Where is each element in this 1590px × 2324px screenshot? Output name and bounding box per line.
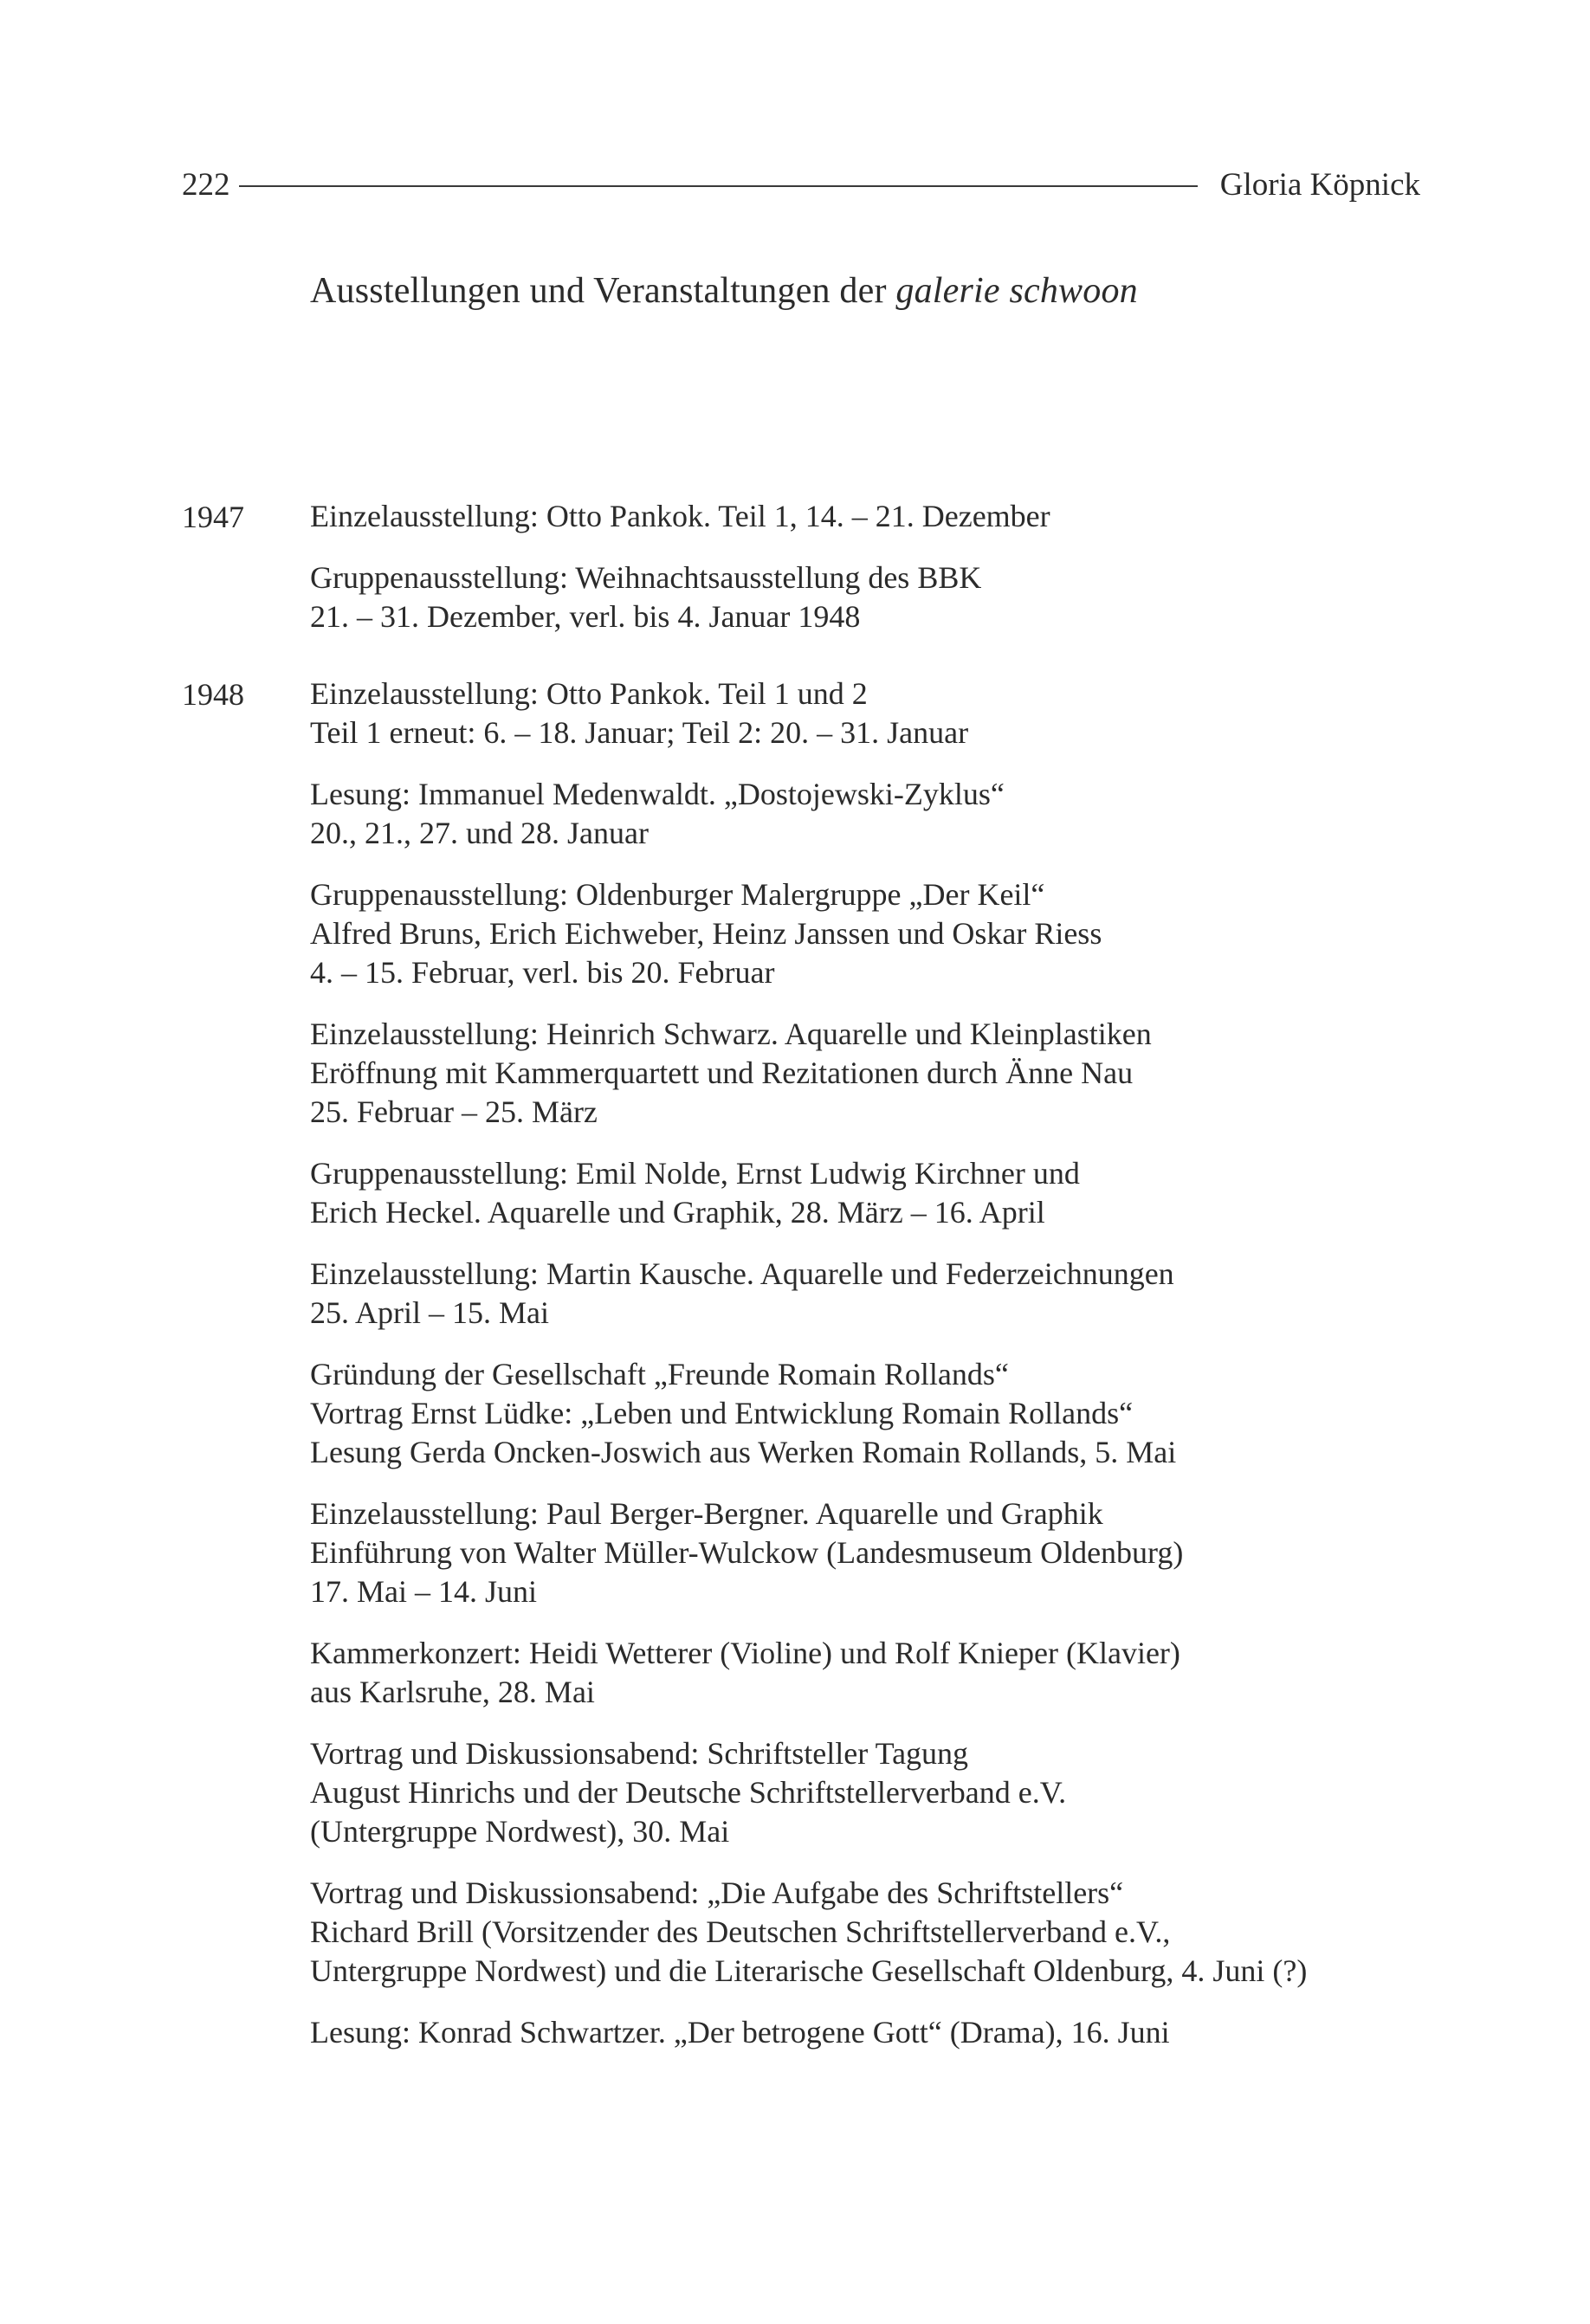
event-line: Lesung: Konrad Schwartzer. „Der betrogene Gott“ (Drama), 16. Juni bbox=[310, 2015, 1170, 2050]
year-entries bbox=[310, 497, 1438, 636]
year-block bbox=[182, 497, 1438, 636]
event-line: Richard Brill (Vorsitzender des Deutschen Schriftstellerverband e.V., bbox=[310, 1914, 1171, 1949]
event-line: August Hinrichs und der Deutsche Schriftstellerverband e.V. bbox=[310, 1775, 1067, 1810]
chronology-list bbox=[182, 497, 1438, 2090]
event-line: Vortrag und Diskussionsabend: Schriftsteller Tagung bbox=[310, 1736, 969, 1771]
event-entry bbox=[310, 875, 1438, 992]
event-line: Vortrag und Diskussionsabend: „Die Aufgabe des Schriftstellers“ bbox=[310, 1875, 1124, 1910]
running-header bbox=[182, 163, 1420, 206]
event-line: Alfred Bruns, Erich Eichweber, Heinz Janssen und Oskar Riess bbox=[310, 916, 1102, 951]
event-line: Vortrag Ernst Lüdke: „Leben und Entwicklung Romain Rollands“ bbox=[310, 1396, 1134, 1430]
event-entry bbox=[310, 1255, 1438, 1333]
event-entry bbox=[310, 1634, 1438, 1712]
event-line: Einzelausstellung: Martin Kausche. Aquarelle und Federzeichnungen bbox=[310, 1256, 1174, 1291]
event-line: (Untergruppe Nordwest), 30. Mai bbox=[310, 1814, 730, 1849]
event-line: 25. Februar – 25. März bbox=[310, 1094, 598, 1129]
event-line: Gruppenausstellung: Oldenburger Malergruppe „Der Keil“ bbox=[310, 877, 1045, 912]
event-line: Eröffnung mit Kammerquartett und Rezitationen durch Änne Nau bbox=[310, 1055, 1134, 1090]
event-line: aus Karlsruhe, 28. Mai bbox=[310, 1675, 595, 1709]
event-line: Einzelausstellung: Paul Berger-Bergner. Aquarelle und Graphik bbox=[310, 1496, 1103, 1531]
event-entry bbox=[310, 1015, 1438, 1132]
year-block bbox=[182, 675, 1438, 2052]
event-line: 25. April – 15. Mai bbox=[310, 1295, 549, 1330]
year-label: 1948 bbox=[182, 677, 244, 712]
event-line: Lesung: Immanuel Medenwaldt. „Dostojewski-Zyklus“ bbox=[310, 777, 1005, 811]
section-title bbox=[310, 270, 1436, 312]
year-label: 1947 bbox=[182, 500, 244, 534]
event-line: Einzelausstellung: Heinrich Schwarz. Aquarelle und Kleinplastiken bbox=[310, 1017, 1152, 1051]
event-line: Gründung der Gesellschaft „Freunde Romain Rollands“ bbox=[310, 1357, 1009, 1391]
event-line: Erich Heckel. Aquarelle und Graphik, 28. März – 16. April bbox=[310, 1195, 1045, 1230]
event-line: Lesung Gerda Oncken-Joswich aus Werken Romain Rollands, 5. Mai bbox=[310, 1435, 1177, 1469]
running-header-author: Gloria Köpnick bbox=[1219, 166, 1420, 203]
event-entry bbox=[310, 1734, 1438, 1851]
event-entry bbox=[310, 497, 1438, 536]
event-line: Untergruppe Nordwest) und die Literarische Gesellschaft Oldenburg, 4. Juni (?) bbox=[310, 1953, 1308, 1988]
event-line: 20., 21., 27. und 28. Januar bbox=[310, 816, 649, 850]
event-entry bbox=[310, 1154, 1438, 1232]
event-line: 17. Mai – 14. Juni bbox=[310, 1574, 538, 1609]
event-entry bbox=[310, 1874, 1438, 1991]
event-entry bbox=[310, 2013, 1438, 2052]
event-line: Kammerkonzert: Heidi Wetterer (Violine) und Rolf Knieper (Klavier) bbox=[310, 1636, 1180, 1670]
event-line: Teil 1 erneut: 6. – 18. Januar; Teil 2: 20. – 31. Januar bbox=[310, 715, 969, 750]
event-line: Gruppenausstellung: Weihnachtsausstellung des BBK bbox=[310, 560, 982, 595]
event-entry bbox=[310, 1355, 1438, 1472]
header-rule bbox=[239, 185, 1198, 187]
event-line: Gruppenausstellung: Emil Nolde, Ernst Ludwig Kirchner und bbox=[310, 1156, 1080, 1191]
section-title-text: Ausstellungen und Veranstaltungen der bbox=[310, 271, 896, 311]
event-line: 21. – 31. Dezember, verl. bis 4. Januar 1948 bbox=[310, 599, 861, 634]
event-line: Einzelausstellung: Otto Pankok. Teil 1, 14. – 21. Dezember bbox=[310, 499, 1050, 533]
event-line: 4. – 15. Februar, verl. bis 20. Februar bbox=[310, 955, 775, 990]
event-entry bbox=[310, 775, 1438, 853]
event-entry bbox=[310, 1494, 1438, 1611]
event-line: Einzelausstellung: Otto Pankok. Teil 1 und 2 bbox=[310, 676, 868, 711]
gallery-name: galerie schwoon bbox=[895, 271, 1138, 311]
event-entry bbox=[310, 675, 1438, 752]
year-entries bbox=[310, 675, 1438, 2052]
page-number: 222 bbox=[182, 166, 230, 203]
event-entry bbox=[310, 558, 1438, 636]
event-line: Einführung von Walter Müller-Wulckow (Landesmuseum Oldenburg) bbox=[310, 1535, 1184, 1570]
